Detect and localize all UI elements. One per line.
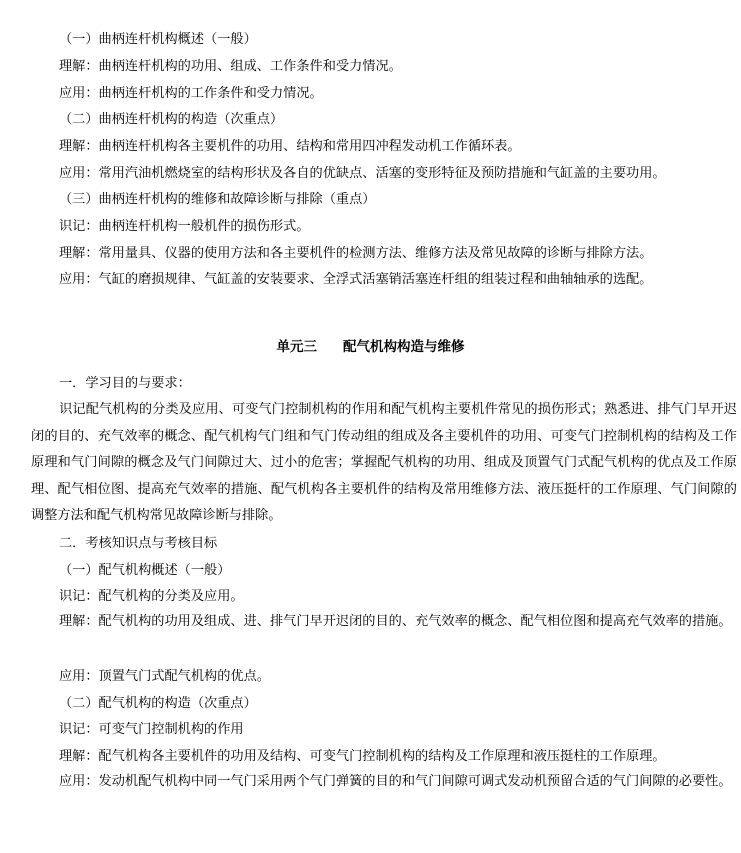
recall-item: 识记：曲柄连杆机构一般机件的损伤形式。 — [59, 219, 310, 234]
subheading-valve-structure: （二）配气机构的构造（次重点） — [59, 696, 257, 711]
goals-paragraph: 识记配气机构的分类及应用、可变气门控制机构的作用和配气机构主要机件常见的损伤形式；熟悉进、排气门早开迟闭的目的、充气效率的概念、配气机构气门组和气门传动组的组成及各主要机件的功用、可变气门控制机构的结构及工作原理和气门间隙的概念及气门间隙过大、过小的危害；掌握配气机构的功用、组成及顶置气门式配气机构的优点及工作原理、配气相位图、提高充气效率的措施、配气机构各主要机件的结构及常用维修方法、液压挺杆的工作原理、气门间隙的调整方法和配气机构常见故障诊断与排除。 — [31, 402, 737, 523]
subheading-valve-overview: （一）配气机构概述（一般） — [59, 563, 231, 578]
understand-paragraph: 理解：配气机构的功用及组成、进、排气门早开迟闭的目的、充气效率的概念、配气相位图和提高充气效率的措施。 — [59, 614, 732, 629]
apply-item: 应用：顶置气门式配气机构的优点。 — [59, 669, 270, 684]
apply-item: 应用：气缸的磨损规律、气缸盖的安装要求、全浮式活塞销活塞连杆组的组装过程和曲轴轴承的选配。 — [59, 272, 653, 287]
subheading-crank-structure: （二）曲柄连杆机构的构造（次重点） — [59, 112, 284, 127]
understand-item: 理解：常用量具、仪器的使用方法和各主要机件的检测方法、维修方法及常见故障的诊断与排除方法。 — [59, 246, 653, 261]
recall-item: 识记：配气机构的分类及应用。 — [59, 589, 244, 604]
understand-item: 理解：配气机构各主要机件的功用及结构、可变气门控制机构的结构及工作原理和液压挺柱的工作原理。 — [59, 749, 666, 764]
apply-item: 应用：常用汽油机燃烧室的结构形状及各自的优缺点、活塞的变形特征及预防措施和气缸盖的主要功用。 — [59, 166, 666, 181]
subheading-crank-maintenance: （三）曲柄连杆机构的维修和故障诊断与排除（重点） — [59, 192, 376, 207]
goals-heading: 一．学习目的与要求： — [59, 376, 191, 391]
understand-item: 理解：曲柄连杆机构各主要机件的功用、结构和常用四冲程发动机工作循环表。 — [59, 139, 521, 154]
understand-item: 理解：曲柄连杆机构的功用、组成、工作条件和受力情况。 — [59, 59, 402, 74]
unit-heading — [0, 338, 741, 356]
recall-item: 识记：可变气门控制机构的作用 — [59, 722, 244, 737]
apply-paragraph: 应用：发动机配气机构中同一气门采用两个气门弹簧的目的和气门间隙可调式发动机预留合适的气门间隙的必要性。 — [59, 774, 732, 789]
unit-number: 单元三 — [276, 339, 317, 355]
unit-title: 配气机构构造与维修 — [343, 339, 465, 355]
subheading-crank-overview: （一）曲柄连杆机构概述（一般） — [59, 32, 257, 47]
exam-heading: 二．考核知识点与考核目标 — [59, 536, 218, 551]
apply-item: 应用：曲柄连杆机构的工作条件和受力情况。 — [59, 86, 323, 101]
